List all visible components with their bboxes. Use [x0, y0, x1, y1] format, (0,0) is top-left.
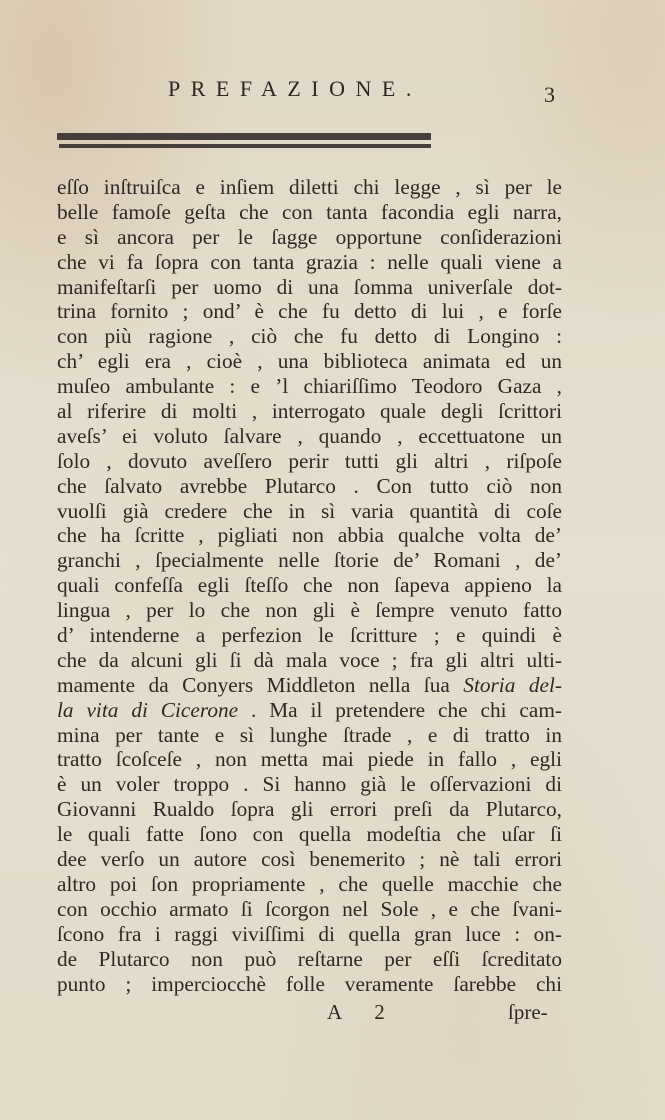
text-line: ſcono fra i raggi viviſſimi di quella gran luce : on-	[57, 921, 562, 946]
text-line: punto ; imperciocchè folle veramente ſarebbe chi	[57, 971, 562, 996]
text-line: che da alcuni gli ſi dà mala voce ; fra gli altri ulti-	[57, 647, 562, 672]
body-text	[57, 175, 562, 996]
text-line: belle famoſe geſta che con tanta facondia egli narra,	[57, 199, 562, 224]
text-line: è un voler troppo . Si hanno già le oſſervazioni di	[57, 772, 562, 797]
text-line: tratto ſcoſceſe , non metta mai piede in fallo , egli	[57, 747, 562, 772]
text-line: aveſs’ ei voluto ſalvare , quando , eccettuatone un	[57, 423, 562, 448]
text-line: e sì ancora per le ſagge opportune conſiderazioni	[57, 224, 562, 249]
text-line-with-italic-title	[57, 698, 562, 723]
text-line: ch’ egli era , cioè , una biblioteca animata ed un	[57, 349, 562, 374]
text-line: dee verſo un autore così benemerito ; nè tali errori	[57, 847, 562, 872]
text-line: eſſo inſtruiſca e inſiem diletti chi legge , sì per le	[57, 175, 562, 199]
text-line: Giovanni Rualdo ſopra gli errori preſi da Plutarco,	[57, 797, 562, 822]
text-line: mina per tante e sì lunghe ſtrade , e di tratto in	[57, 722, 562, 747]
text-line: quali confeſſa egli ſteſſo che non ſapeva appieno la	[57, 573, 562, 598]
text-segment: mamente da Conyers Middleton nella ſua	[57, 672, 464, 697]
text-line: de Plutarco non può reſtarne per eſſi ſcreditato	[57, 946, 562, 971]
catchword: ſpre-	[508, 1000, 548, 1024]
text-line: con più ragione , ciò che fu detto di Longino :	[57, 324, 562, 349]
text-line: al riferire di molti , interrogato quale degli ſcrittori	[57, 399, 562, 424]
book-title-italic: Storia del-	[463, 672, 562, 697]
text-line: granchi , ſpecialmente nelle ſtorie de’ Romani , de’	[57, 548, 562, 573]
page-footer	[0, 1000, 665, 1030]
text-line: che vi fa ſopra con tanta grazia : nelle quali viene a	[57, 249, 562, 274]
book-title-italic: la vita di Cicerone	[57, 697, 239, 722]
text-line: trina fornito ; ond’ è che fu detto di lui , e forſe	[57, 299, 562, 324]
text-segment: . Ma il pretendere che chi cam-	[238, 697, 562, 722]
page-header	[0, 70, 665, 110]
text-line: vuolſi già credere che in sì varia quantità di coſe	[57, 498, 562, 523]
text-line: che ha ſcritte , pigliati non abbia qualche volta de’	[57, 523, 562, 548]
text-line: muſeo ambulante : e ’l chiariſſimo Teodoro Gaza ,	[57, 374, 562, 399]
text-line: manifeſtarſi per uomo di una ſomma univerſale dot-	[57, 274, 562, 299]
rule-thin	[59, 144, 431, 148]
text-line: che ſalvato avrebbe Plutarco . Con tutto ciò non	[57, 473, 562, 498]
signature-mark: A 2	[327, 1000, 399, 1024]
text-line: le quali fatte ſono con quella modeſtia che uſar ſi	[57, 822, 562, 847]
page-number: 3	[544, 82, 555, 107]
text-line: con occhio armato ſi ſcorgon nel Sole , e che ſvani-	[57, 896, 562, 921]
text-line: lingua , per lo che non gli è ſempre venuto fatto	[57, 598, 562, 623]
text-line: d’ intenderne a perfezion le ſcritture ; e quindi è	[57, 623, 562, 648]
rule-thick	[57, 133, 431, 140]
text-line: altro poi ſon propriamente , che quelle macchie che	[57, 871, 562, 896]
running-title: PREFAZIONE.	[168, 76, 422, 101]
text-line-with-italic-title	[57, 673, 562, 698]
text-line: ſolo , dovuto aveſſero perir tutti gli altri , riſpoſe	[57, 448, 562, 473]
